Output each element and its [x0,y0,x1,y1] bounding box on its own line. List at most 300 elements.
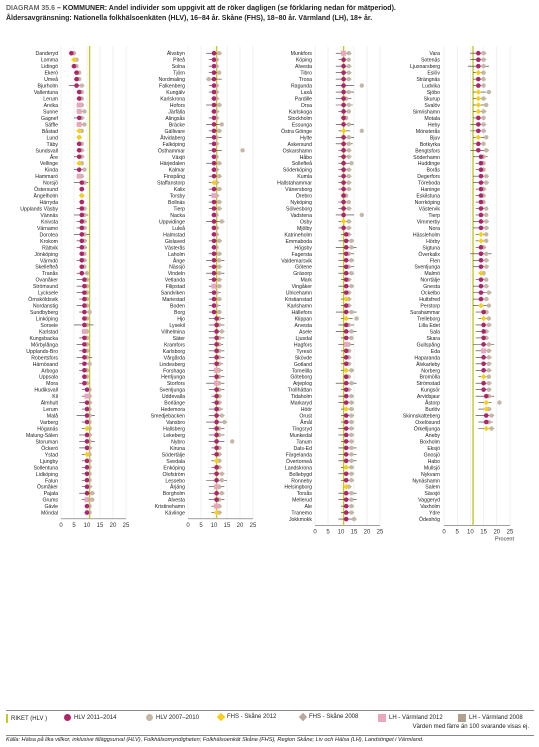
previous-value-point [487,375,491,379]
hlv-value-point [212,96,217,101]
municipality-label: Umeå [44,77,58,84]
municipality-label: Värnamo [36,225,58,232]
municipality-label: Nacka [170,212,185,219]
previous-value-point [360,213,364,217]
previous-value-point [484,135,488,139]
hlv-value-point [85,439,90,444]
hlv-value-point [212,161,217,166]
municipality-label: Kumla [297,174,312,181]
municipality-label: Lomma [40,57,58,64]
municipality-label: Bromölla [419,374,440,381]
municipality-label: Ronneby [291,478,312,485]
hlv-value-point [341,116,346,121]
municipality-label: Håbo [299,154,312,161]
hlv-value-point [344,433,349,438]
previous-value-point [217,239,221,243]
hlv-value-point [476,57,481,62]
municipality-label: Arvika [43,102,58,109]
municipality-label: Skellefteå [35,264,58,271]
hlv-value-point [214,342,219,347]
hlv-value-point [479,193,484,198]
tick-label: 10 [83,522,91,529]
previous-value-point [85,271,89,275]
municipality-label: Habo [427,458,440,465]
municipality-label: Norrtälje [420,277,440,284]
previous-value-point [217,161,221,165]
municipality-label: Vindeln [167,271,185,278]
municipality-label: Linköping [35,316,58,323]
hlv-value-point [214,452,219,457]
hlv-value-point [341,206,346,211]
previous-value-point [349,459,353,463]
hlv-value-point [344,517,349,522]
municipality-label: Tanum [296,439,312,446]
hlv-value-point [212,187,217,192]
municipality-label: Svenljunga [159,387,185,394]
municipality-label: Ockelbo [420,290,440,297]
previous-value-point [349,465,353,469]
diamond-marker-icon [217,713,225,721]
hlv-value-point [82,310,87,315]
municipality-label: Karlskoga [288,109,312,116]
municipality-label: Lidingö [41,64,58,71]
municipality-label: Karlstad [38,329,58,336]
hlv-value-point [479,206,484,211]
hlv-value-point [212,258,217,263]
hlv-value-point [344,303,349,308]
previous-value-point [349,446,353,450]
municipality-label: Degerfors [417,174,440,181]
hlv-value-point [80,258,85,263]
skane-value-point [481,374,487,380]
hlv-value-point [212,303,217,308]
previous-value-point [230,439,234,443]
previous-value-point [489,413,493,417]
hlv-value-point [212,200,217,205]
municipality-label: Emmaboda [285,238,312,245]
municipality-label: Sundsvall [35,148,58,155]
municipality-label: Ydre [429,510,440,517]
municipality-label: Vadstena [290,212,312,219]
municipality-label: Nynäshamn [412,478,440,485]
hlv-value-point [85,400,90,405]
municipality-label: Bjuv [429,135,440,142]
hlv-value-point [212,219,217,224]
previous-value-point [349,239,353,243]
varmland-value-point [212,193,217,198]
municipality-label: Köping [295,57,312,64]
chart-subtitle: Åldersavgränsning: Nationella folkhälsoenkäten (HLV), 16–84 år. Skåne (FHS), 18–80 år. Värmland (LH), 18+ år. [6,15,373,22]
municipality-label: Hjo [177,316,185,323]
previous-value-point [90,491,94,495]
municipality-label: Hammarö [35,174,58,181]
hlv-value-point [484,420,489,425]
varmland-value-point [85,394,90,399]
municipality-label: Kil [52,394,58,401]
hlv-value-point [344,478,349,483]
municipality-label: Åtvidaberg [160,135,185,142]
previous-value-point [487,349,491,353]
tick-label: 15 [350,529,358,536]
hlv-value-point [214,336,219,341]
municipality-label: Färgelanda [285,452,312,459]
municipality-label: Sundbyberg [30,310,58,317]
municipality-label: Härnösand [32,361,58,368]
municipality-label: Hylte [300,135,312,142]
previous-value-point [217,103,221,107]
municipality-label: Hultsfred [419,297,440,304]
municipality-label: Tjörn [173,70,185,77]
hlv-value-point [341,161,346,166]
hlv-value-point [484,413,489,418]
municipality-label: Alingsås [165,115,185,122]
legend-label: FHS - Skåne 2008 [309,714,359,720]
municipality-label: Svenljunga [414,264,440,271]
previous-value-point [347,70,351,74]
municipality-label: Lidköping [35,471,58,478]
previous-value-point [220,219,224,223]
municipality-label: Gislaved [164,238,185,245]
previous-value-point [347,109,351,113]
hlv-value-point [344,361,349,366]
hlv-value-point [85,413,90,418]
previous-value-point [489,426,493,430]
skane-value-point [76,135,82,141]
hlv-value-point [214,420,219,425]
municipality-label: Tidaholm [290,394,312,401]
hlv-value-point [344,271,349,276]
municipality-label: Fagersta [291,251,312,258]
previous-value-point [349,472,353,476]
hlv-value-point [212,277,217,282]
municipality-label: Herrljunga [161,374,185,381]
municipality-label: Götene [294,264,312,271]
previous-value-point [217,174,221,178]
hlv-value-point [212,64,217,69]
tick-label: 10 [210,522,218,529]
hlv-value-point [214,439,219,444]
municipality-label: Asele [299,329,312,336]
municipality-label: Kristinehamn [154,504,185,511]
previous-value-point [220,413,224,417]
previous-value-point [347,174,351,178]
municipality-label: Burlöv [425,407,440,414]
hlv-value-point [80,232,85,237]
previous-value-point [82,109,86,113]
municipality-label: Pajala [43,491,58,498]
previous-value-point [487,381,491,385]
municipality-label: Båstad [41,128,58,135]
municipality-label: Årjäng [170,484,185,491]
previous-value-point [349,245,353,249]
municipality-label: Surahammar [410,310,440,317]
municipality-label: Kalmar [168,167,185,174]
hlv-value-point [212,148,217,153]
hlv-value-point [341,167,346,172]
hlv-value-point [212,103,217,108]
municipality-label: Oskarshamn [282,148,312,155]
municipality-label: Hörby [426,238,440,245]
hlv-value-point [212,206,217,211]
previous-value-point [484,252,488,256]
skane-value-point [79,193,85,199]
municipality-label: Storfors [166,381,185,388]
hlv-value-point [479,167,484,172]
varmland-value-point [214,484,219,489]
hlv-value-point [212,245,217,250]
municipality-label: Söderköping [282,167,312,174]
previous-value-point [217,187,221,191]
municipality-label: Oxelösund [415,420,440,427]
hlv-value-point [344,374,349,379]
hlv-value-point [74,83,79,88]
municipality-label: Ragunda [290,83,312,90]
varmland-value-point [481,348,486,353]
municipality-label: Nässjö [169,264,185,271]
hlv-value-point [214,361,219,366]
municipality-label: Nyköping [290,200,312,207]
hlv-value-point [214,349,219,354]
hlv-value-point [479,219,484,224]
hlv-value-point [344,355,349,360]
municipality-label: Sävsjö [424,491,440,498]
municipality-label: Täby [46,141,58,148]
hlv-value-point [77,96,82,101]
previous-value-point [484,174,488,178]
previous-value-point [481,77,485,81]
previous-value-point [217,284,221,288]
previous-value-point [481,109,485,113]
diamond-marker-icon [299,713,307,721]
hlv-value-point [212,290,217,295]
previous-value-point [347,90,351,94]
municipality-label: Töreboda [417,180,440,187]
previous-value-point [217,265,221,269]
previous-value-point [481,70,485,74]
hlv-value-point [341,187,346,192]
previous-value-point [481,122,485,126]
hlv-value-point [214,374,219,379]
hlv-value-point [344,491,349,496]
municipality-label: Möndal [40,510,58,517]
previous-value-point [349,433,353,437]
hlv-value-point [476,142,481,147]
previous-value-point [349,407,353,411]
varmland-value-point [212,284,217,289]
municipality-label: Vara [429,51,440,58]
previous-value-point [481,51,485,55]
municipality-label: Halmstad [163,232,185,239]
municipality-label: Trollhättan [287,387,312,394]
municipality-label: Tranemo [291,510,312,517]
hlv-value-point [344,381,349,386]
hlv-value-point [344,387,349,392]
municipality-label: Hedemora [160,407,185,414]
municipality-label: Öckerö [41,445,58,452]
hlv-value-point [479,290,484,295]
hlv-value-point [479,226,484,231]
municipality-label: Göteborg [290,374,312,381]
municipality-label: Östersund [34,187,58,194]
municipality-label: Munkfors [290,51,312,58]
previous-value-point [349,400,353,404]
previous-value-point [360,83,364,87]
municipality-label: Knivsta [40,219,58,226]
hlv-value-point [344,329,349,334]
legend-label: FHS - Skåne 2012 [227,714,277,720]
previous-value-point [487,323,491,327]
municipality-label: Sölvesborg [286,206,312,213]
previous-value-point [220,122,224,126]
tick-label: 5 [326,529,330,536]
hlv-value-point [212,90,217,95]
municipality-label: Sorsele [40,322,58,329]
municipality-label: Söderhamn [413,154,440,161]
municipality-label: Mark [300,277,312,284]
municipality-label: Örkelljunga [413,426,440,433]
hlv-value-point [82,368,87,373]
municipality-label: Katrineholm [284,232,312,239]
previous-value-point [484,103,488,107]
municipality-label: Jönköping [34,251,58,258]
municipality-label: Bollnäs [167,200,185,207]
hlv-value-point [341,142,346,147]
hlv-value-point [479,245,484,250]
municipality-label: Mariestad [162,297,185,304]
hlv-value-point [85,471,90,476]
municipality-label: Hässleholm [412,232,440,239]
municipality-label: Kristianstad [284,297,312,304]
hlv-value-point [212,116,217,121]
municipality-label: Vellinge [39,161,58,168]
legend-riket-label: RIKET (HLV ) [11,715,48,722]
municipality-label: Robertsfors [31,355,58,362]
municipality-label: Karlshamn [287,303,312,310]
municipality-label: Hofors [169,102,185,109]
hlv-value-point [341,64,346,69]
hlv-value-point [82,355,87,360]
municipality-label: Skinnskatteberg [402,413,440,420]
municipality-label: Norrköping [414,200,440,207]
municipality-label: Krokom [40,238,58,245]
municipality-label: Ekerö [44,70,58,77]
hlv-value-point [476,129,481,134]
hlv-value-point [212,154,217,159]
municipality-label: Boxholm [419,439,440,446]
hlv-value-point [344,471,349,476]
municipality-label: Ljungby [39,458,58,465]
previous-value-point [220,329,224,333]
hlv-value-point [82,277,87,282]
hlv-value-point [214,387,219,392]
tick-label: 0 [313,529,317,536]
municipality-label: Skövde [294,355,312,362]
previous-value-point [220,478,224,482]
hlv-value-point [344,245,349,250]
municipality-label: Svalöv [424,102,440,109]
varmland-value-point [85,497,90,502]
hlv-value-point [344,394,349,399]
hlv-value-point [80,245,85,250]
previous-value-point [487,290,491,294]
municipality-label: Piteå [173,57,185,64]
previous-value-point [347,206,351,210]
previous-value-point [481,58,485,62]
municipality-label: Ale [304,504,312,511]
hlv-value-point [479,264,484,269]
tick-label: 0 [186,522,190,529]
municipality-label: Eslöv [427,70,440,77]
hlv-value-point [341,213,346,218]
previous-value-point [349,336,353,340]
tick-label: 10 [337,529,345,536]
tick-label: 5 [455,529,459,536]
municipality-label: Lilla Edet [418,322,440,329]
hlv-value-point [80,219,85,224]
legend [6,710,534,725]
circle-marker-icon [146,714,153,721]
skane-value-point [478,232,484,238]
hlv-value-point [214,426,219,431]
municipality-label: Ljusnarsberg [410,64,440,71]
previous-value-point [217,252,221,256]
previous-value-point [217,129,221,133]
previous-value-point [220,491,224,495]
source-text: Källa: Hälsa på lika villkor, inklusive tilläggsurval (HLV), Folkhälsomyndigheten; Folkhälsoenkät Skåne (FHS), Region Skåne; Liv och Hälsa (LH), Landstinget i Värmland. [6,735,534,743]
municipality-label: Sollentuna [33,465,58,472]
municipality-label: Lysekil [169,322,185,329]
municipality-label: Smedjebacken [150,413,185,420]
municipality-label: Forshaga [163,368,185,375]
tick-label: 20 [493,529,501,536]
skane-value-point [483,426,489,432]
municipality-label: Eksjö [427,445,440,452]
legend-item-hlv-2007 [146,714,199,721]
hlv-value-point [481,323,486,328]
skane-value-point [476,89,482,95]
previous-value-point [484,148,488,152]
municipality-label: Norberg [421,368,440,375]
previous-value-point [347,58,351,62]
municipality-label: Älmhult [40,400,58,407]
legend-label: HLV 2011–2014 [74,714,117,721]
skane-value-point [478,303,484,309]
municipality-label: Borg [174,310,185,317]
hlv-value-point [476,51,481,56]
hlv-value-point [344,258,349,263]
hlv-value-point [341,226,346,231]
municipality-label: Valdemarsvik [281,258,312,265]
previous-value-point [484,219,488,223]
municipality-label: Tierp [173,206,185,213]
municipality-label: Arjeplog [292,381,312,388]
footnote: Värden med färre än 100 svarande visas ej. [412,724,529,730]
previous-value-point [484,265,488,269]
hlv-value-point [77,142,82,147]
previous-value-point [487,387,491,391]
municipality-label: Örebro [295,193,312,200]
hlv-value-point [212,226,217,231]
previous-value-point [347,148,351,152]
municipality-label: Nybro [171,439,185,446]
municipality-label: Aneby [425,432,440,439]
hlv-value-point [82,297,87,302]
previous-value-point [347,180,351,184]
previous-value-point [349,420,353,424]
municipality-label: Stockholm [287,115,312,122]
hlv-value-point [212,122,217,127]
municipality-label: Gävle [44,504,58,511]
